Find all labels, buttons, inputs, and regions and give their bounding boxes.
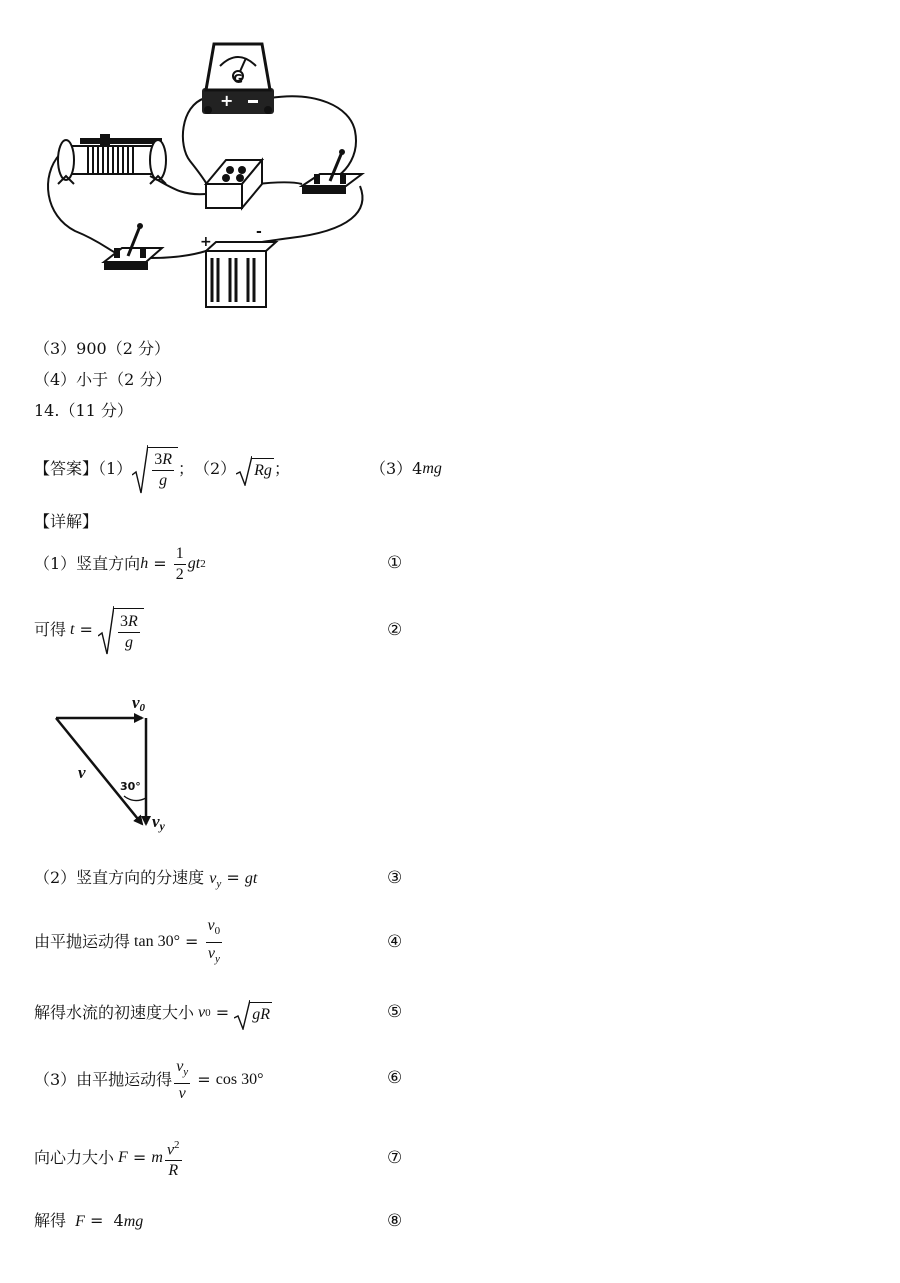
vy-sub: y	[159, 819, 165, 833]
eq-num-7: ⑦	[387, 1148, 403, 1168]
answer-3-label: （3）4	[369, 459, 423, 478]
switch-left	[104, 223, 162, 270]
vy-label: v	[152, 812, 160, 831]
battery-minus-label: -	[256, 224, 262, 240]
answer-label: 【答案】（1）	[34, 459, 133, 478]
velocity-vector-diagram	[50, 692, 190, 837]
answer-2-label: ； （2）	[177, 459, 237, 478]
v0-sub: 0	[139, 702, 146, 714]
answer-3-var: mg	[422, 460, 442, 477]
v-label: v	[78, 763, 86, 782]
eq-num-4: ④	[387, 932, 403, 952]
step-3-text: （2）竖直方向的分速度	[34, 868, 205, 887]
eq-num-1: ①	[387, 553, 403, 573]
step-2-text: 可得	[34, 620, 67, 639]
step-6: （3）由平抛运动得 $\frac{v_y}{v}$ = cos 30°	[34, 1058, 264, 1102]
battery-plus-label: +	[200, 234, 212, 250]
step-7: 向心力大小 F = m $\frac{v^2}{R}$	[34, 1134, 184, 1182]
v-arrow	[56, 718, 142, 824]
step-4-text: 由平抛运动得	[34, 932, 131, 951]
eq-num-3: ③	[387, 868, 403, 888]
step-8: 解得 F = 4mg	[34, 1211, 144, 1230]
angle-label: 30°	[120, 780, 141, 793]
galvanometer-plus: +	[220, 91, 234, 110]
step-6-text: （3）由平抛运动得	[34, 1070, 173, 1089]
galvanometer-label: G	[233, 72, 243, 86]
svg-text:vy	[152, 812, 166, 833]
battery	[200, 224, 276, 307]
circuit-diagram	[30, 36, 380, 316]
eq-num-8: ⑧	[387, 1211, 403, 1231]
resistance-box	[206, 160, 262, 208]
step-7-text: 向心力大小	[34, 1148, 115, 1167]
eq-num-5: ⑤	[387, 1002, 403, 1022]
step-1: （1）竖直方向 h = $\frac{1}{2}$ gt 2	[34, 544, 206, 583]
answer-1-formula: $\frac{3R}{g}$	[132, 447, 178, 491]
eq-num-6: ⑥	[387, 1068, 403, 1088]
eq-num-2: ②	[387, 620, 403, 640]
step-1-text: （1）竖直方向	[34, 554, 141, 573]
step-5: 解得水流的初速度大小 v 0 = gR	[34, 998, 272, 1028]
answer-summary	[34, 444, 442, 494]
answer-2-formula: Rg	[236, 458, 274, 481]
step-5-text: 解得水流的初速度大小	[34, 1003, 195, 1022]
answer-line-3: （3）900（2 分）	[34, 339, 170, 358]
detail-header: 【详解】	[34, 512, 99, 531]
question-14-header: 14.（11 分）	[34, 401, 133, 420]
step-2: 可得 t = $\frac{3R}{g}$	[34, 604, 144, 656]
v0-label: v	[132, 693, 140, 712]
galvanometer	[202, 44, 274, 114]
step-4: 由平抛运动得 tan 30° = $\frac{v_0}{v_y}$	[34, 917, 221, 965]
answer-2-end: ；	[273, 459, 290, 478]
step-8-text: 解得	[34, 1211, 67, 1230]
svg-text:v0	[132, 693, 146, 714]
step-3: （2）竖直方向的分速度 $v_y$ = gt	[34, 868, 258, 891]
answer-line-4: （4）小于（2 分）	[34, 370, 172, 389]
